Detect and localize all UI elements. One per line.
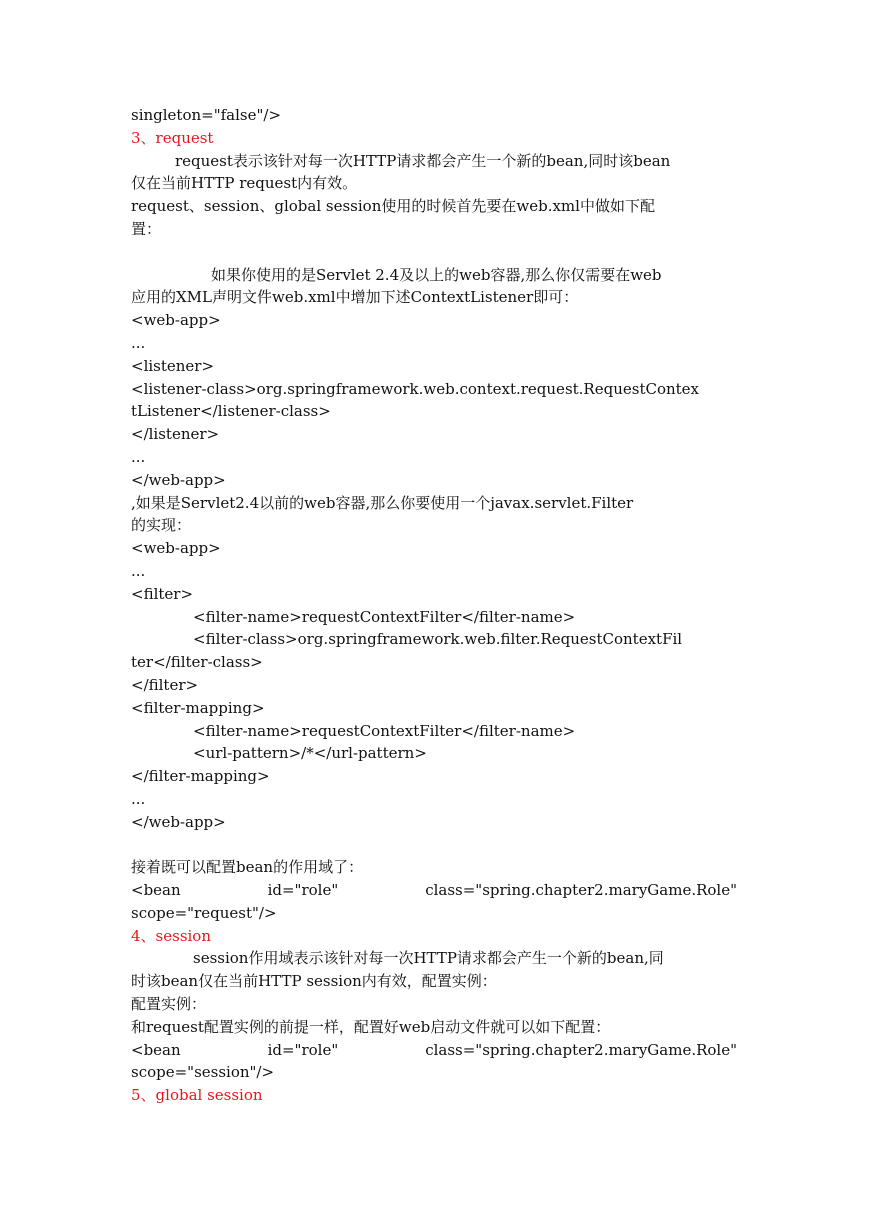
blank-line [131, 834, 737, 857]
code-line: <filter-class>org.springframework.web.filter.RequestContextFil [193, 630, 683, 649]
code-line: <filter-name>requestContextFilter</filter-name> [193, 721, 576, 740]
text-line: request、session、global session使用的时候首先要在web.xml中做如下配 [131, 197, 655, 216]
text-line: ,如果是Servlet2.4以前的web容器,那么你要使用一个javax.servlet.Filter [131, 493, 634, 512]
code-line: ter</filter-class> [131, 653, 263, 672]
section-heading-global-session: 5、global session [131, 1086, 263, 1105]
text-line: 仅在当前HTTP request内有效。 [131, 174, 358, 193]
code-line: <listener> [131, 356, 215, 375]
code-line: <filter-name>requestContextFilter</filter-name> [193, 607, 576, 626]
code-line: <listener-class>org.springframework.web.context.request.RequestContex [131, 379, 700, 398]
text-line: 配置实例： [131, 995, 207, 1014]
code-token: <bean [131, 1040, 181, 1059]
code-line: ... [131, 561, 146, 580]
text-line: 的实现： [131, 516, 192, 535]
code-line: ... [131, 447, 146, 466]
text-line: 置： [131, 219, 162, 238]
text-line: 时该bean仅在当前HTTP session内有效，配置实例： [131, 972, 497, 991]
code-line: scope="session"/> [131, 1063, 275, 1082]
bean-config-line [131, 1039, 737, 1062]
text-line: singleton="false"/> [131, 106, 282, 124]
code-line: <url-pattern>/*</url-pattern> [193, 744, 427, 763]
section-heading-request: 3、request [131, 128, 214, 147]
code-line: </web-app> [131, 470, 226, 489]
text-line: request表示该针对每一次HTTP请求都会产生一个新的bean,同时该bean [175, 151, 671, 170]
code-line: <filter-mapping> [131, 698, 265, 717]
code-token: class="spring.chapter2.maryGame.Role" [425, 1040, 737, 1059]
code-line: </listener> [131, 425, 220, 444]
text-line: 应用的XML声明文件web.xml中增加下述ContextListener即可： [131, 288, 579, 307]
document-page [131, 104, 737, 1107]
code-token: <bean [131, 881, 181, 900]
code-line: ... [131, 789, 146, 808]
code-token: id="role" [267, 1040, 339, 1059]
code-line: </filter> [131, 675, 199, 694]
code-line: ... [131, 333, 146, 352]
section-heading-session: 4、session [131, 926, 212, 945]
code-line: scope="request"/> [131, 903, 277, 922]
text-line: session作用域表示该针对每一次HTTP请求都会产生一个新的bean,同 [193, 949, 664, 968]
text-line: 如果你使用的是Servlet 2.4及以上的web容器,那么你仅需要在web [211, 265, 662, 284]
code-line: </filter-mapping> [131, 767, 270, 786]
bean-config-line [131, 879, 737, 902]
text-line: 和request配置实例的前提一样，配置好web启动文件就可以如下配置： [131, 1017, 611, 1036]
code-line: <filter> [131, 584, 194, 603]
code-line: </web-app> [131, 812, 226, 831]
blank-line [131, 241, 737, 264]
code-token: id="role" [267, 881, 339, 900]
code-line: tListener</listener-class> [131, 402, 331, 421]
code-line: <web-app> [131, 539, 221, 558]
text-line: 接着既可以配置bean的作用域了： [131, 858, 364, 877]
code-token: class="spring.chapter2.maryGame.Role" [425, 881, 737, 900]
code-line: <web-app> [131, 311, 221, 330]
